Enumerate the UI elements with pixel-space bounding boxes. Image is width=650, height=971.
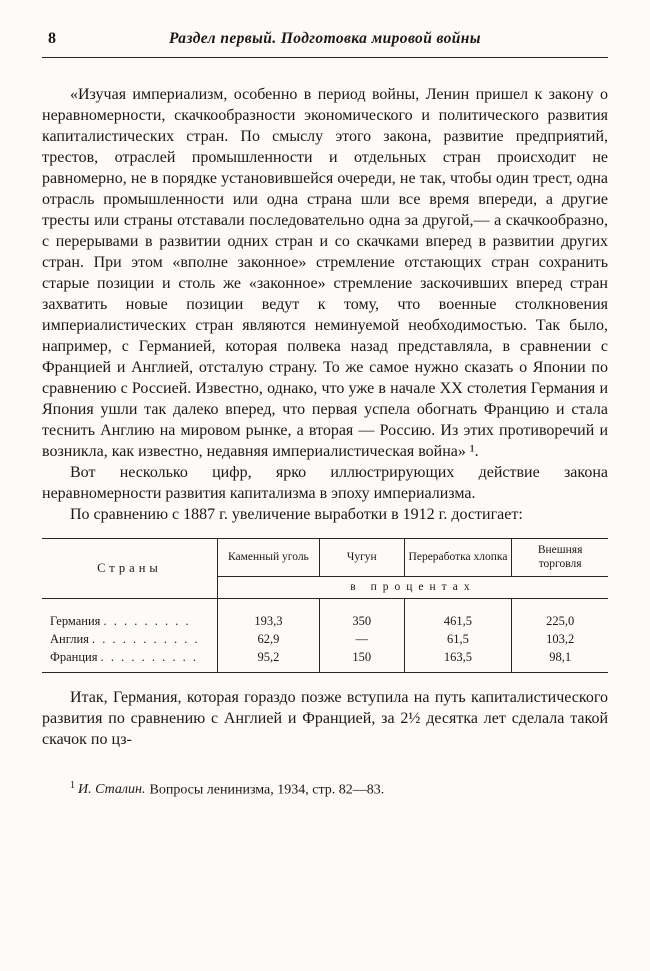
col-header-foreign-trade: Внешняя торговля [512,539,608,577]
table-row-france [42,648,608,673]
dot-leader: . . . . . . . . . . [100,649,198,664]
value-foreign-trade: 225,0 [512,598,608,630]
value-pig-iron: 150 [319,648,404,673]
col-header-pig-iron: Чугун [319,539,404,577]
value-coal: 193,3 [217,598,319,630]
country-name: Германия [50,613,101,628]
value-coal: 62,9 [217,630,319,648]
value-foreign-trade: 98,1 [512,648,608,673]
body-text [42,84,608,750]
paragraph-quote: «Изучая империализм, особенно в период войны, Ленин пришел к закону о неравномерности, скачкообразности экономического и политического развития капиталистических стран. По смыслу этого закона, развитие предприятий, трестов, отраслей промышленности и отдельных стран происходит не равномерно, не в порядке установившейся очереди, не так, чтобы один трест, одна отрасль промышленности или одна страна шли все время впереди, а другие тресты или страны отставали последовательно одна за другой,— а скачкообразно, с перерывами в развитии одних стран и со скачками вперед в развитии других стран. При этом «вполне законное» стремление отстающих стран сохранить старые позиции и столь же «законное» стремление заскочивших вперед стран захватить новые позиции ведут к тому, что военные столкновения империалистических стран являются неминуемой необходимостью. Так было, например, с Германией, которая полвека назад представляла, в сравнении с Францией и Англией, отсталую страну. То же самое нужно сказать о Японии по сравнению с Россией. Известно, однако, что уже в начале XX столетия Германия и Япония ушли так далеко вперед, что первая успела обогнать Францию и стала теснить Англию на мировом рынке, а вторая — Россию. Из этих противоречий и возникла, как известно, недавняя империалистическая война» ¹. [42,86,608,460]
footnote-author: И. Сталин. [78,782,146,798]
paragraph-comparison: По сравнению с 1887 г. увеличение выработки в 1912 г. достигает: [70,506,523,523]
header-rule [42,57,608,58]
dot-leader: . . . . . . . . . [103,613,191,628]
statistics-table [42,538,608,673]
table-row-england [42,630,608,648]
value-foreign-trade: 103,2 [512,630,608,648]
table-body [42,598,608,672]
col-header-cotton: Переработка хлопка [404,539,512,577]
footnote [42,776,608,800]
table-subheader-percent: в процентах [217,576,608,598]
value-coal: 95,2 [217,648,319,673]
page-number: 8 [48,30,56,47]
value-pig-iron: — [319,630,404,648]
country-cell [42,648,217,673]
col-header-coal: Каменный уголь [217,539,319,577]
col-header-countries: Страны [42,539,217,599]
paragraph-intro-figures: Вот несколько цифр, ярко иллюстрирующих действие закона неравномерности развития капитализма в эпоху империализма. [42,464,608,502]
paragraph-conclusion: Итак, Германия, которая гораздо позже вступила на путь капиталистического развития по сравнению с Англией и Францией, за 2½ десятка лет сделала такой скачок по цз- [42,688,608,748]
value-cotton: 163,5 [404,648,512,673]
country-name: Франция [50,649,98,664]
footnote-marker: 1 [70,779,75,791]
value-cotton: 61,5 [404,630,512,648]
dot-leader: . . . . . . . . . . . [92,631,200,646]
value-pig-iron: 350 [319,598,404,630]
footnote-text: Вопросы ленинизма, 1934, стр. 82—83. [149,782,385,798]
running-title: Раздел первый. Подготовка мировой войны [169,30,481,47]
country-cell [42,598,217,630]
table-head [42,539,608,599]
page-header [42,30,608,52]
country-name: Англия [50,631,89,646]
table-header-row [42,539,608,577]
country-cell [42,630,217,648]
value-cotton: 461,5 [404,598,512,630]
table-row-germany [42,598,608,630]
